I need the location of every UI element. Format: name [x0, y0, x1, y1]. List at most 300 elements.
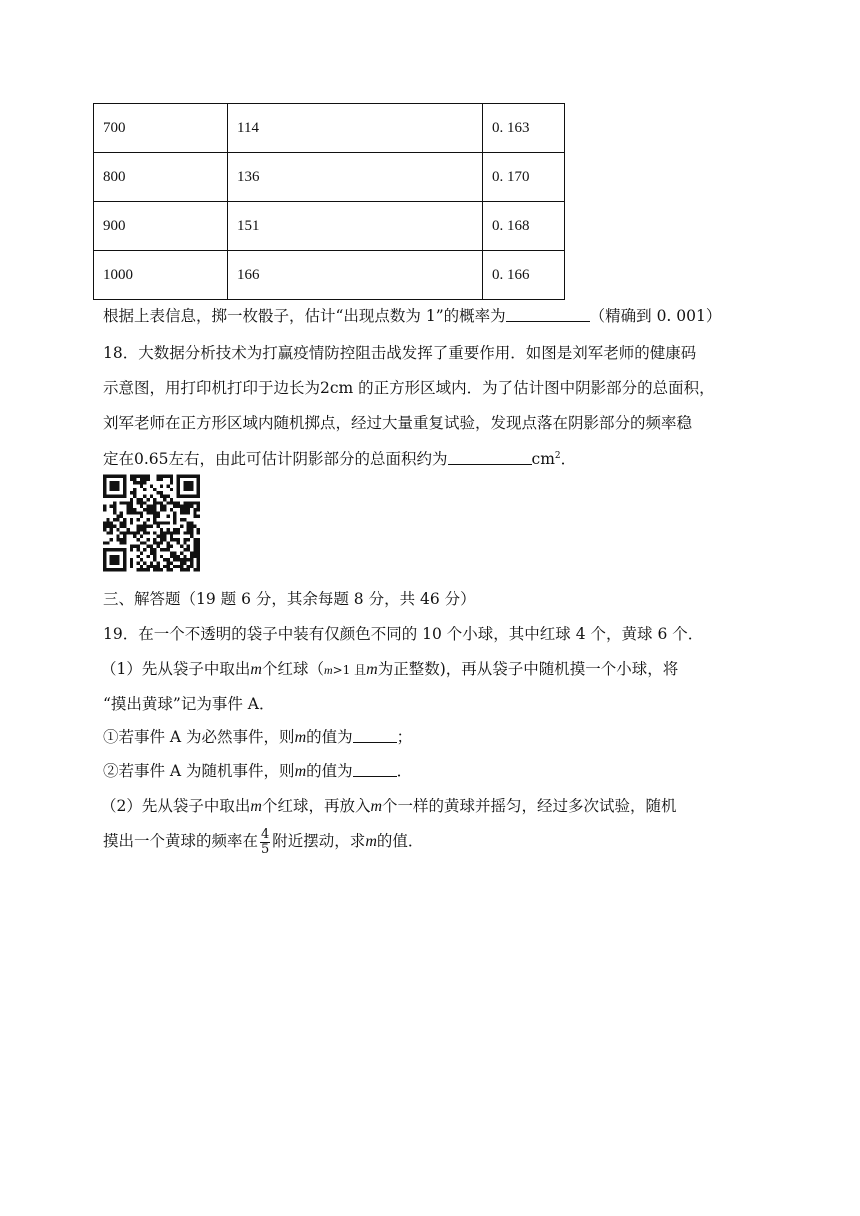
qr-module [163, 565, 166, 568]
qr-module [183, 561, 186, 564]
qr-module [170, 501, 173, 504]
qr-module [123, 478, 126, 481]
qr-module [136, 548, 139, 551]
qr-module [163, 558, 166, 561]
qr-module [173, 531, 176, 534]
qr-module [113, 475, 116, 478]
qr-module [123, 488, 126, 491]
qr-module [136, 555, 139, 558]
qr-module [177, 528, 180, 531]
q19-sub2 [103, 761, 412, 782]
qr-module [143, 478, 146, 481]
q18-unit: cm [531, 450, 555, 469]
qr-module [167, 485, 170, 488]
qr-module [197, 478, 200, 481]
table-cell: 0. 163 [483, 104, 565, 153]
qr-module [197, 495, 200, 498]
qr-module [110, 485, 113, 488]
qr-module [133, 491, 136, 494]
var-m: m [294, 763, 307, 780]
q19-s1-text-a: ①若事件 A 为必然事件，则 [103, 728, 295, 746]
qr-module [126, 528, 129, 531]
qr-module [187, 525, 190, 528]
qr-module [113, 508, 116, 511]
qr-module [187, 511, 190, 514]
q19-part2-line1 [101, 796, 677, 817]
qr-module [160, 505, 163, 508]
qr-module [180, 561, 183, 564]
qr-module [120, 525, 123, 528]
qr-module [187, 565, 190, 568]
qr-module [110, 488, 113, 491]
qr-module [187, 505, 190, 508]
qr-module [123, 558, 126, 561]
qr-module [153, 568, 156, 571]
qr-module [180, 505, 183, 508]
qr-module [143, 531, 146, 534]
qr-module [150, 551, 153, 554]
qr-module [103, 528, 106, 531]
qr-module [160, 495, 163, 498]
var-m: m [323, 663, 333, 677]
qr-module [197, 481, 200, 484]
q19-p1-text-c: 为正整数)，再从袋子中随机摸一个小球，将 [377, 660, 679, 678]
qr-module [183, 501, 186, 504]
qr-module [110, 525, 113, 528]
qr-module [140, 551, 143, 554]
qr-module [120, 521, 123, 524]
qr-module [160, 535, 163, 538]
qr-module [120, 568, 123, 571]
qr-module [160, 531, 163, 534]
qr-module [113, 495, 116, 498]
qr-module [150, 565, 153, 568]
qr-module [123, 531, 126, 534]
qr-module [113, 505, 116, 508]
qr-module [133, 508, 136, 511]
qr-module [190, 505, 193, 508]
qr-module [116, 495, 119, 498]
qr-module [150, 495, 153, 498]
qr-module [150, 508, 153, 511]
qr-module [197, 475, 200, 478]
qr-module [116, 548, 119, 551]
qr-module [153, 538, 156, 541]
qr-module [170, 481, 173, 484]
qr-module [116, 555, 119, 558]
qr-module [143, 541, 146, 544]
table-row [94, 153, 565, 202]
qr-module [197, 508, 200, 511]
qr-module [150, 505, 153, 508]
qr-module [103, 541, 106, 544]
qr-module [130, 511, 133, 514]
qr-module [116, 558, 119, 561]
qr-module [197, 538, 200, 541]
qr-module [140, 568, 143, 571]
qr-module [197, 558, 200, 561]
qr-module [130, 475, 133, 478]
qr-module [197, 505, 200, 508]
qr-module [183, 518, 186, 521]
qr-module [120, 501, 123, 504]
qr-module [130, 548, 133, 551]
qr-module [140, 515, 143, 518]
qr-module [177, 488, 180, 491]
qr-module [163, 531, 166, 534]
fraction-denominator: 5 [261, 841, 270, 857]
q19-s2-text-b: 的值为 [306, 762, 353, 780]
qr-module [153, 505, 156, 508]
table-cell: 0. 168 [483, 202, 565, 251]
qr-module [177, 541, 180, 544]
qr-module [140, 558, 143, 561]
qr-module [180, 545, 183, 548]
q19-s1-answer-blank [353, 728, 397, 743]
qr-module [183, 548, 186, 551]
qr-module [110, 481, 113, 484]
qr-module [146, 508, 149, 511]
qr-module [113, 501, 116, 504]
q19-p2-line2-c: 的值． [376, 832, 424, 850]
qr-module [146, 538, 149, 541]
qr-module [146, 565, 149, 568]
qr-module [116, 475, 119, 478]
qr-module [103, 561, 106, 564]
qr-module [133, 531, 136, 534]
qr-module [150, 561, 153, 564]
qr-module [197, 555, 200, 558]
qr-module [146, 568, 149, 571]
qr-module [153, 531, 156, 534]
qr-module [146, 525, 149, 528]
qr-module [173, 521, 176, 524]
qr-module [143, 528, 146, 531]
qr-module [153, 541, 156, 544]
qr-module [126, 505, 129, 508]
qr-module [110, 568, 113, 571]
qr-module [133, 481, 136, 484]
qr-module [160, 548, 163, 551]
qr-module [123, 568, 126, 571]
qr-module [167, 565, 170, 568]
qr-module [180, 475, 183, 478]
qr-module [136, 498, 139, 501]
qr-module [193, 551, 196, 554]
qr-module [120, 511, 123, 514]
qr-module [143, 481, 146, 484]
qr-module [120, 541, 123, 544]
qr-module [167, 501, 170, 504]
qr-module [193, 555, 196, 558]
q19-part1-line2: “摸出黄球”记为事件 A． [103, 695, 275, 713]
qr-module [153, 521, 156, 524]
qr-module [167, 561, 170, 564]
qr-module [173, 501, 176, 504]
qr-module [116, 485, 119, 488]
qr-module [163, 498, 166, 501]
qr-module [120, 475, 123, 478]
qr-module [120, 538, 123, 541]
qr-module [177, 565, 180, 568]
qr-module [197, 561, 200, 564]
qr-module [116, 488, 119, 491]
qr-module [170, 535, 173, 538]
q18-line-4 [103, 446, 576, 469]
qr-module [190, 501, 193, 504]
qr-module [173, 538, 176, 541]
qr-module [160, 475, 163, 478]
qr-module [123, 555, 126, 558]
qr-module [157, 515, 160, 518]
qr-module [140, 565, 143, 568]
qr-module [146, 555, 149, 558]
q17-conclusion [103, 306, 721, 326]
qr-module [153, 558, 156, 561]
qr-module [157, 541, 160, 544]
qr-module [143, 508, 146, 511]
qr-module [123, 551, 126, 554]
qr-module [126, 501, 129, 504]
qr-module [153, 498, 156, 501]
qr-module [170, 475, 173, 478]
qr-module [167, 558, 170, 561]
q19-p2-text-b: 个红球，再放入 [261, 797, 371, 815]
qr-module [116, 568, 119, 571]
qr-module [183, 511, 186, 514]
qr-module [190, 535, 193, 538]
qr-module [163, 505, 166, 508]
qr-module [157, 521, 160, 524]
qr-module [106, 518, 109, 521]
qr-module [123, 475, 126, 478]
qr-module [197, 515, 200, 518]
qr-module [113, 485, 116, 488]
qr-module [190, 525, 193, 528]
qr-module [160, 538, 163, 541]
qr-module [140, 481, 143, 484]
qr-module [103, 521, 106, 524]
qr-module [120, 548, 123, 551]
qr-code-icon [103, 473, 200, 573]
qr-module [123, 495, 126, 498]
qr-module [143, 501, 146, 504]
qr-module [110, 495, 113, 498]
qr-module [106, 548, 109, 551]
qr-module [167, 521, 170, 524]
section-3-heading: 三、解答题（19 题 6 分，其余每题 8 分，共 46 分） [103, 590, 476, 608]
qr-module [157, 565, 160, 568]
qr-module [160, 555, 163, 558]
qr-module [123, 548, 126, 551]
qr-module [197, 541, 200, 544]
qr-module [130, 558, 133, 561]
qr-module [193, 548, 196, 551]
qr-module [136, 511, 139, 514]
qr-module [150, 525, 153, 528]
table-row [94, 251, 565, 300]
qr-module [123, 525, 126, 528]
qr-module [133, 511, 136, 514]
qr-module [183, 555, 186, 558]
q19-s2-answer-blank [353, 762, 397, 777]
qr-module [123, 501, 126, 504]
qr-module [126, 508, 129, 511]
qr-module [120, 531, 123, 534]
qr-module [126, 531, 129, 534]
qr-module [180, 511, 183, 514]
qr-module [103, 491, 106, 494]
qr-module [163, 475, 166, 478]
qr-module [150, 548, 153, 551]
qr-module [140, 505, 143, 508]
qr-module [133, 545, 136, 548]
qr-module [150, 511, 153, 514]
qr-module [133, 535, 136, 538]
qr-module [173, 528, 176, 531]
qr-module [136, 518, 139, 521]
qr-module [197, 565, 200, 568]
qr-module [113, 555, 116, 558]
qr-module [167, 545, 170, 548]
qr-module [167, 531, 170, 534]
qr-module [113, 558, 116, 561]
qr-module [170, 508, 173, 511]
qr-module [167, 475, 170, 478]
qr-module [153, 565, 156, 568]
table-cell: 1000 [94, 251, 228, 300]
qr-module [183, 531, 186, 534]
qr-module [183, 488, 186, 491]
qr-module [177, 485, 180, 488]
qr-module [187, 495, 190, 498]
qr-module [103, 481, 106, 484]
qr-module [187, 508, 190, 511]
qr-module [143, 548, 146, 551]
qr-module [116, 515, 119, 518]
table-cell: 151 [228, 202, 483, 251]
qr-module [177, 538, 180, 541]
qr-module [110, 558, 113, 561]
qr-module [106, 475, 109, 478]
fraction-four-fifths [260, 828, 270, 857]
qr-module [187, 488, 190, 491]
qr-module [167, 568, 170, 571]
qr-module [143, 521, 146, 524]
qr-module [160, 485, 163, 488]
qr-module [183, 541, 186, 544]
fraction-numerator: 4 [261, 826, 270, 842]
qr-module [173, 565, 176, 568]
qr-module [136, 501, 139, 504]
qr-module [140, 528, 143, 531]
qr-module [170, 561, 173, 564]
qr-module [197, 551, 200, 554]
qr-module [190, 485, 193, 488]
qr-module [113, 481, 116, 484]
qr-module [113, 561, 116, 564]
var-m: m [294, 729, 307, 746]
qr-module [173, 558, 176, 561]
qr-module [153, 488, 156, 491]
qr-module [170, 545, 173, 548]
qr-module [183, 481, 186, 484]
q18-line-1: 18．大数据分析技术为打赢疫情防控阻击战发挥了重要作用．如图是刘军老师的健康码 [103, 344, 697, 362]
qr-module [103, 565, 106, 568]
qr-module [193, 501, 196, 504]
qr-module [177, 558, 180, 561]
qr-module [157, 501, 160, 504]
qr-module [177, 495, 180, 498]
qr-module [136, 481, 139, 484]
qr-module [163, 538, 166, 541]
qr-module [136, 531, 139, 534]
q17-answer-blank [506, 307, 590, 322]
qr-module [143, 561, 146, 564]
qr-module [153, 518, 156, 521]
qr-module [187, 475, 190, 478]
qr-module [177, 478, 180, 481]
qr-module [123, 481, 126, 484]
qr-module [180, 558, 183, 561]
table-cell: 114 [228, 104, 483, 153]
qr-module [146, 505, 149, 508]
q18-line-2: 示意图，用打印机打印于边长为2cm 的正方形区域内．为了估计图中阴影部分的总面积， [103, 379, 715, 397]
qr-module [146, 511, 149, 514]
qr-module [136, 528, 139, 531]
qr-module [136, 538, 139, 541]
q19-p2-line2-b: 附近摆动，求 [272, 832, 366, 850]
qr-module [157, 511, 160, 514]
qr-module [130, 478, 133, 481]
qr-module [180, 508, 183, 511]
qr-module [173, 515, 176, 518]
qr-module [167, 515, 170, 518]
qr-module [130, 545, 133, 548]
qr-module [197, 485, 200, 488]
qr-module [116, 481, 119, 484]
qr-module [153, 551, 156, 554]
qr-module [146, 518, 149, 521]
qr-module [193, 511, 196, 514]
qr-module [163, 508, 166, 511]
qr-module [187, 538, 190, 541]
qr-module [187, 568, 190, 571]
qr-module [146, 531, 149, 534]
qr-module [180, 568, 183, 571]
qr-module [190, 531, 193, 534]
qr-module [180, 495, 183, 498]
qr-module [167, 528, 170, 531]
table-cell: 0. 170 [483, 153, 565, 202]
qr-module [140, 475, 143, 478]
qr-module [190, 561, 193, 564]
qr-module [190, 528, 193, 531]
qr-module [190, 475, 193, 478]
qr-module [113, 525, 116, 528]
qr-module [123, 491, 126, 494]
qr-module [187, 485, 190, 488]
qr-module [123, 565, 126, 568]
qr-module [103, 495, 106, 498]
qr-module [160, 508, 163, 511]
qr-module [103, 558, 106, 561]
q18-line-end: ． [560, 450, 577, 469]
table-row [94, 104, 565, 153]
qr-module [130, 531, 133, 534]
qr-module [136, 545, 139, 548]
qr-module [177, 555, 180, 558]
